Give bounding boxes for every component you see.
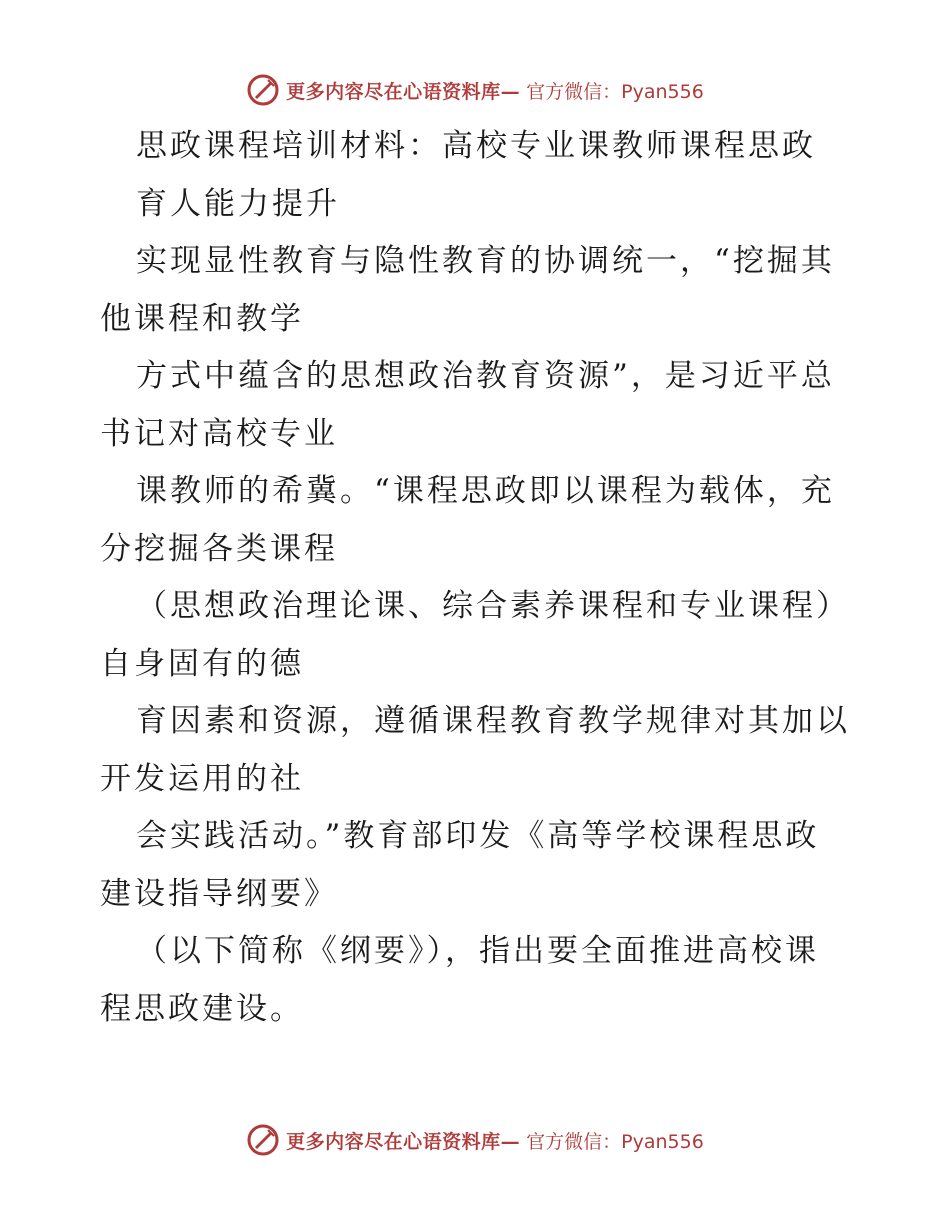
doc-line: 他课程和教学 bbox=[100, 300, 304, 337]
banner-wechat: 官方微信：Pyan556 bbox=[526, 1130, 704, 1153]
doc-line: 课教师的希冀。“课程思政即以课程为载体，充 bbox=[136, 473, 835, 509]
banner-wechat: 官方微信：Pyan556 bbox=[526, 80, 704, 103]
doc-line: 开发运用的社 bbox=[100, 760, 304, 797]
banner-text: 更多内容尽在心语资料库— bbox=[286, 1130, 521, 1153]
doc-line: 育人能力提升 bbox=[136, 185, 340, 222]
footer-banner bbox=[0, 1120, 950, 1160]
doc-line: （以下简称《纲要》），指出要全面推进高校课 bbox=[136, 933, 819, 969]
doc-line: 书记对高校专业 bbox=[100, 415, 338, 452]
doc-line: 建设指导纲要》 bbox=[100, 875, 338, 912]
header-banner bbox=[0, 70, 950, 110]
banner-text: 更多内容尽在心语资料库— bbox=[286, 80, 521, 103]
doc-line: 分挖掘各类课程 bbox=[100, 530, 338, 567]
doc-line: （思想政治理论课、综合素养课程和专业课程） bbox=[136, 588, 850, 624]
doc-line: 育因素和资源，遵循课程教育教学规律对其加以 bbox=[136, 703, 850, 739]
doc-line: 实现显性教育与隐性教育的协调统一，“挖掘其 bbox=[136, 243, 835, 279]
doc-line: 方式中蕴含的思想政治教育资源”，是习近平总 bbox=[136, 358, 835, 394]
doc-line: 思政课程培训材料：高校专业课教师课程思政 bbox=[136, 128, 816, 164]
doc-line: 自身固有的德 bbox=[100, 645, 304, 682]
quill-seal-icon bbox=[246, 73, 280, 107]
doc-line: 会实践活动。”教育部印发《高等学校课程思政 bbox=[136, 818, 820, 854]
document-body bbox=[100, 118, 860, 1038]
quill-seal-icon bbox=[246, 1123, 280, 1157]
doc-line: 程思政建设。 bbox=[100, 990, 304, 1027]
